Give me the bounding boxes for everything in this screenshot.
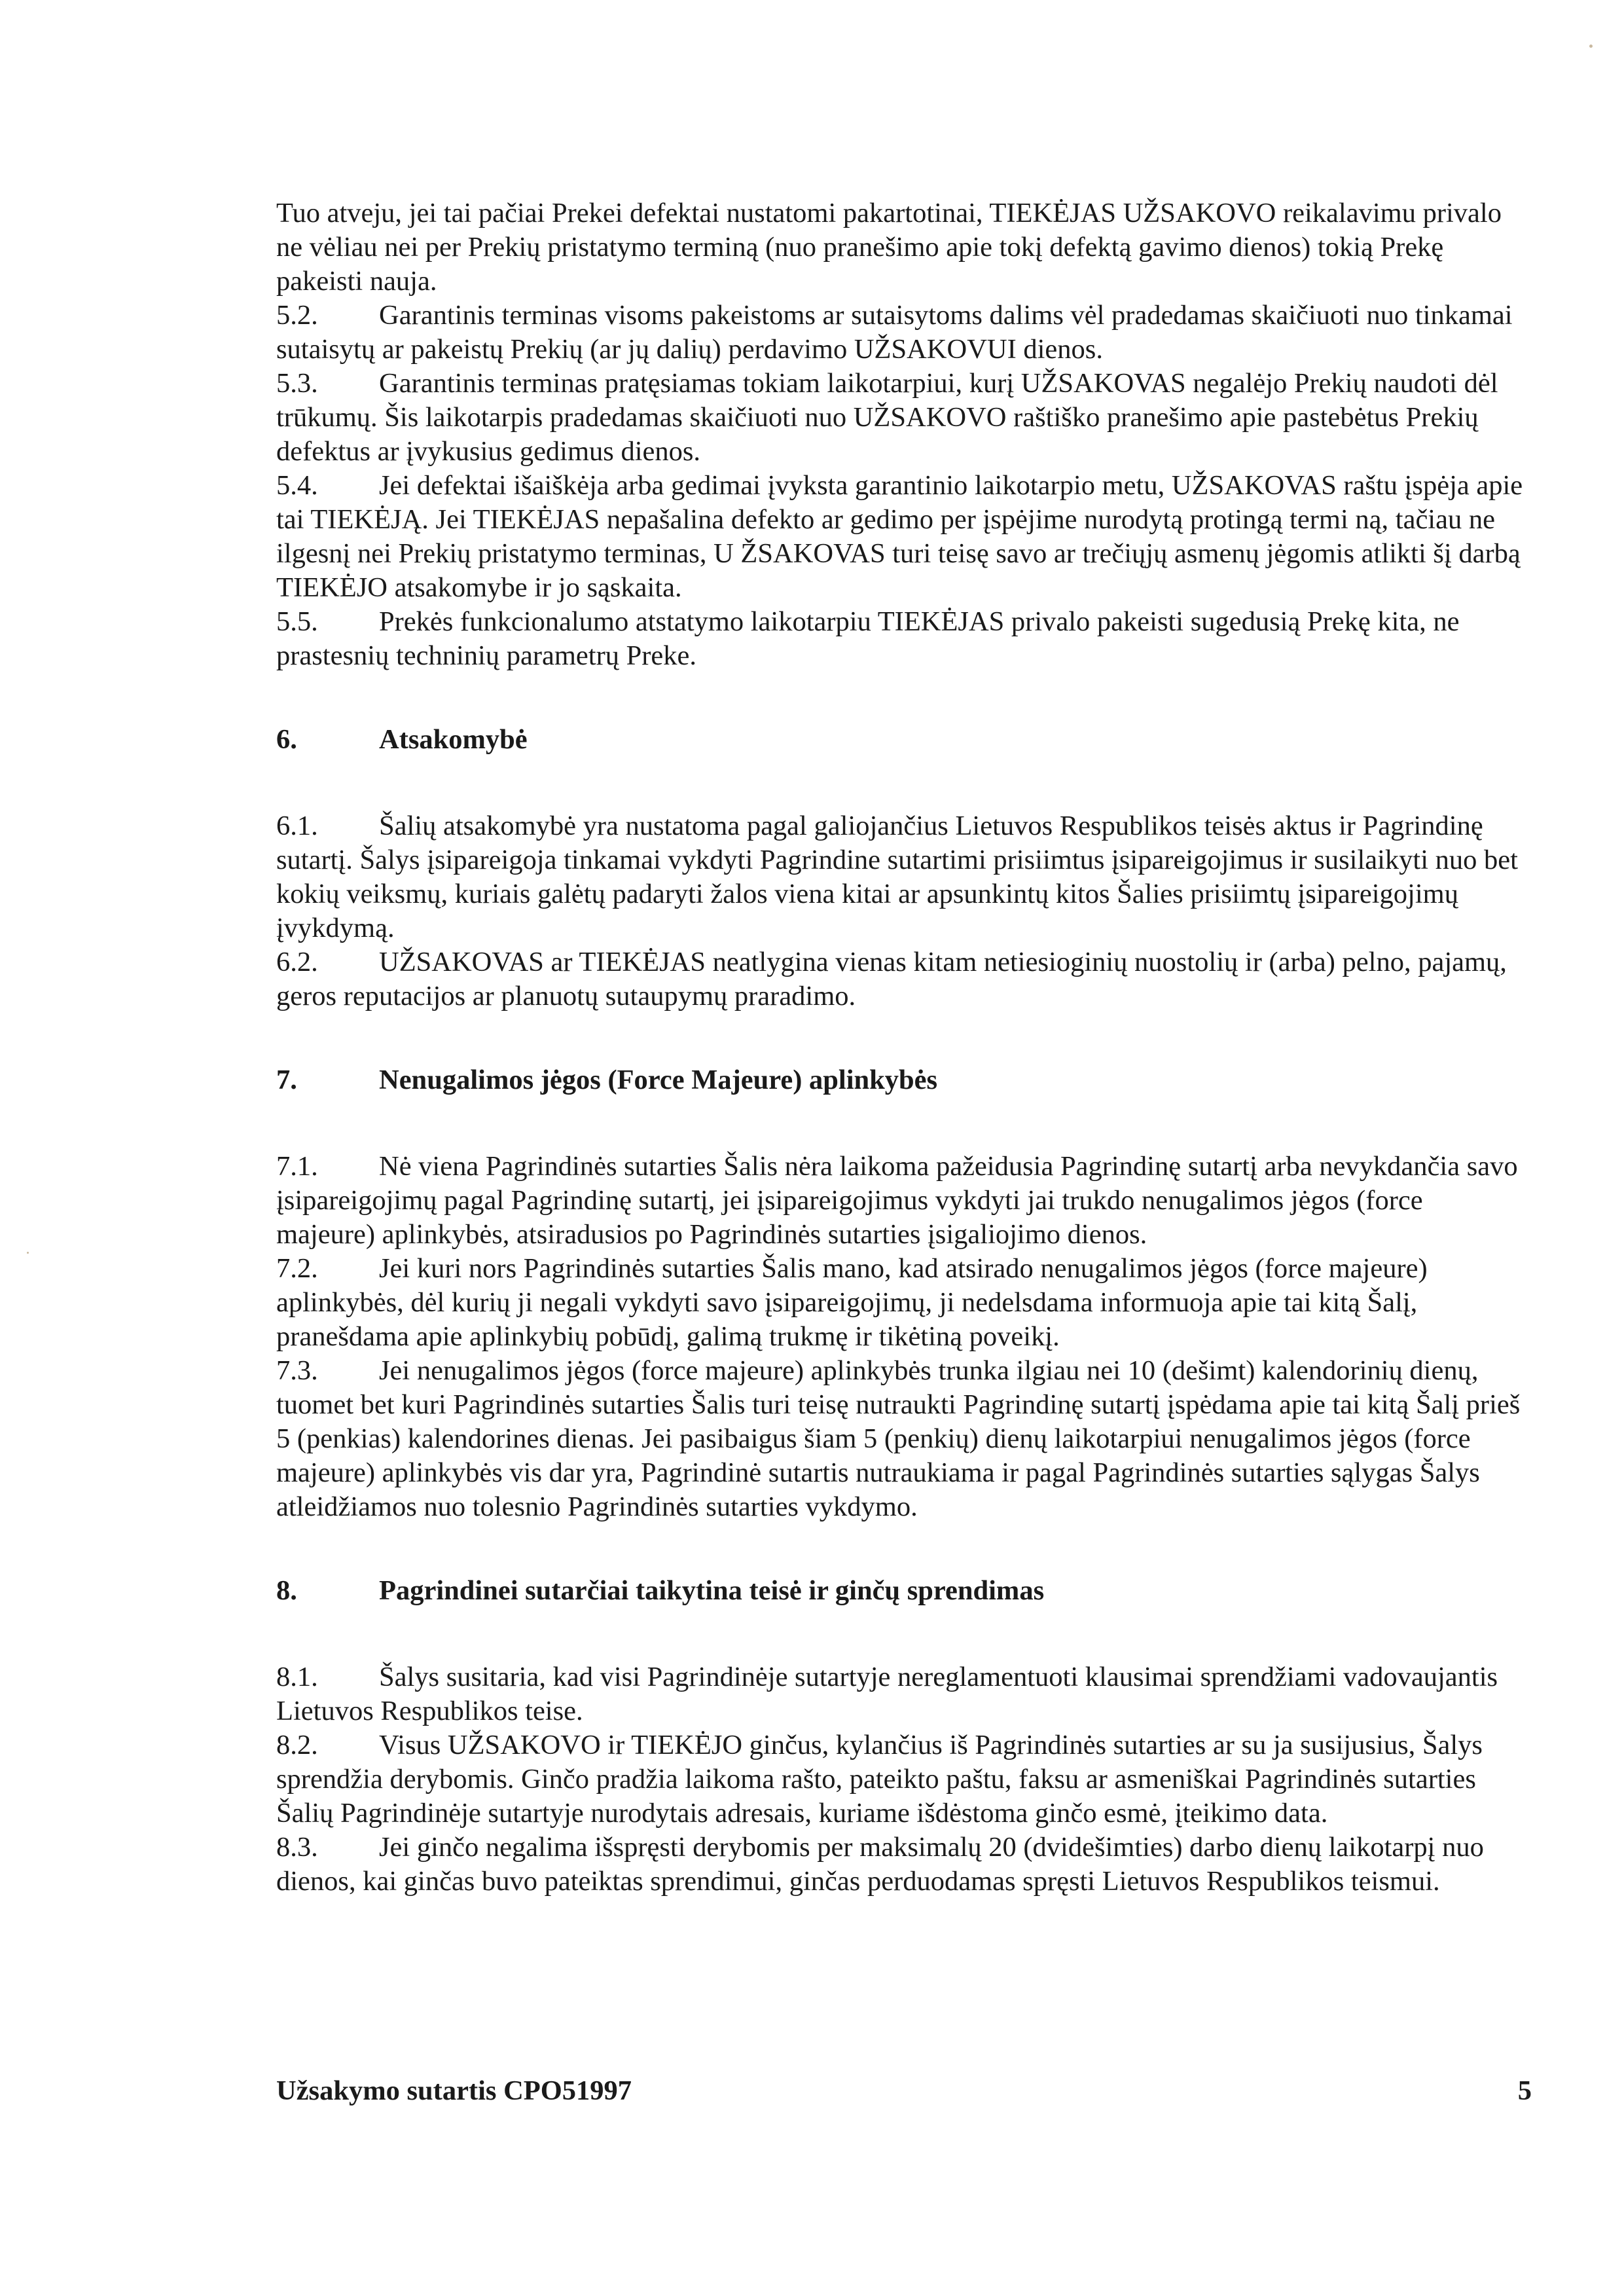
paragraph-7-3 xyxy=(276,1354,1523,1524)
paragraph-7-2 xyxy=(276,1252,1523,1354)
paragraph-text: UŽSAKOVAS ar TIEKĖJAS neatlygina vienas kitam netiesioginių nuostolių ir (arba) pelno, pajamų, geros reputacijos ar planuotų sutaupymų praradimo. xyxy=(276,947,1507,1011)
paragraph-8-2 xyxy=(276,1728,1523,1831)
section-title: Pagrindinei sutarčiai taikytina teisė ir ginčų sprendimas xyxy=(379,1575,1045,1606)
paragraph-number: 7.1. xyxy=(276,1151,318,1182)
paragraph-8-1 xyxy=(276,1660,1523,1728)
paragraph-number: 8.2. xyxy=(276,1730,318,1760)
section-number: 7. xyxy=(276,1065,297,1095)
scan-speck xyxy=(1589,45,1593,48)
section-number: 8. xyxy=(276,1575,297,1606)
paragraph-text: Šalių atsakomybė yra nustatoma pagal galiojančius Lietuvos Respublikos teisės aktus ir Pagrindinę sutartį. Šalys įsipareigoja tinkamai vykdyti Pagrindine sutartimi prisiimtus įsipareigojimus ir susilaikyti nuo bet kokių veiksmų, kuriais galėtų padaryti žalos viena kitai ar apsunkintų kitos Šalies prisiimtų įsipareigojimų įvykdymą. xyxy=(276,811,1518,943)
paragraph-8-3 xyxy=(276,1831,1523,1899)
section-heading-7 xyxy=(276,1063,1523,1097)
section-title: Nenugalimos jėgos (Force Majeure) aplinkybės xyxy=(379,1065,938,1095)
section-heading-6 xyxy=(276,723,1523,757)
paragraph-text: Prekės funkcionalumo atstatymo laikotarpiu TIEKĖJAS privalo pakeisti sugedusią Prekę kita, ne prastesnių techninių parametrų Preke. xyxy=(276,606,1460,671)
page-footer xyxy=(276,2074,1532,2108)
paragraph-number: 8.1. xyxy=(276,1662,318,1692)
paragraph-5-4 xyxy=(276,469,1523,605)
paragraph-text: Šalys susitaria, kad visi Pagrindinėje sutartyje nereglamentuoti klausimai sprendžiami vadovaujantis Lietuvos Respublikos teise. xyxy=(276,1662,1498,1726)
paragraph-number: 6.1. xyxy=(276,811,318,841)
section-number: 6. xyxy=(276,724,297,755)
section-heading-8 xyxy=(276,1574,1523,1608)
paragraph-text: Garantinis terminas visoms pakeistoms ar sutaisytoms dalims vėl pradedamas skaičiuoti nuo tinkamai sutaisytų ar pakeistų Prekių (ar jų dalių) perdavimo UŽSAKOVUI dienos. xyxy=(276,300,1513,365)
paragraph-number: 7.3. xyxy=(276,1355,318,1386)
paragraph-text: Jei kuri nors Pagrindinės sutarties Šalis mano, kad atsirado nenugalimos jėgos (force majeure) aplinkybės, dėl kurių ji negali vykdyti savo įsipareigojimų, ji nedelsdama informuoja apie tai kitą Šalį, pranešdama apie aplinkybių pobūdį, galimą trukmę ir tikėtiną poveikį. xyxy=(276,1253,1428,1352)
paragraph-6-2 xyxy=(276,945,1523,1013)
paragraph-5-5 xyxy=(276,605,1523,673)
paragraph-text: Jei defektai išaiškėja arba gedimai įvyksta garantinio laikotarpio metu, UŽSAKOVAS raštu įspėja apie tai TIEKĖJĄ. Jei TIEKĖJAS nepašalina defekto ar gedimo per įspėjime nurodytą protingą termi ną, tačiau ne ilgesnį nei Prekių pristatymo terminas, U ŽSAKOVAS turi teisę savo ar trečiųjų asmenų jėgomis atlikti šį darbą TIEKĖJO atsakomybe ir jo sąskaita. xyxy=(276,470,1523,603)
paragraph-5-3 xyxy=(276,367,1523,469)
paragraph-6-1 xyxy=(276,809,1523,945)
scan-speck xyxy=(27,1252,29,1254)
paragraph-number: 6.2. xyxy=(276,947,318,977)
paragraph-7-1 xyxy=(276,1150,1523,1252)
footer-title: Užsakymo sutartis CPO51997 xyxy=(276,2075,632,2106)
paragraph-text: Visus UŽSAKOVO ir TIEKĖJO ginčus, kylančius iš Pagrindinės sutarties ar su ja susijusius, Šalys sprendžia derybomis. Ginčo pradžia laikoma rašto, pateikto paštu, faksu ar asmeniškai Pagrindinės sutarties Šalių Pagrindinėje sutartyje nurodytais adresais, kuriame išdėstoma ginčo esmė, įteikimo data. xyxy=(276,1730,1483,1829)
document-body xyxy=(276,196,1523,1899)
paragraph-number: 8.3. xyxy=(276,1832,318,1863)
paragraph-text: Nė viena Pagrindinės sutarties Šalis nėra laikoma pažeidusia Pagrindinę sutartį arba nevykdančia savo įsipareigojimų pagal Pagrindinę sutartį, jei įsipareigojimus vykdyti jai trukdo nenugalimos jėgos (force majeure) aplinkybės, atsiradusios po Pagrindinės sutarties įsigaliojimo dienos. xyxy=(276,1151,1518,1250)
paragraph-number: 5.3. xyxy=(276,368,318,399)
paragraph-5-2 xyxy=(276,299,1523,367)
page-number: 5 xyxy=(1517,2075,1532,2106)
paragraph-number: 5.4. xyxy=(276,470,318,501)
paragraph-text: Jei ginčo negalima išspręsti derybomis per maksimalų 20 (dvidešimties) darbo dienų laikotarpį nuo dienos, kai ginčas buvo pateiktas sprendimui, ginčas perduodamas spręsti Lietuvos Respublikos teismui. xyxy=(276,1832,1484,1897)
paragraph-text: Garantinis terminas pratęsiamas tokiam laikotarpiui, kurį UŽSAKOVAS negalėjo Prekių naudoti dėl trūkumų. Šis laikotarpis pradedamas skaičiuoti nuo UŽSAKOVO raštiško pranešimo apie pastebėtus Prekių defektus ar įvykusius gedimus dienos. xyxy=(276,368,1498,467)
section-title: Atsakomybė xyxy=(379,724,528,755)
paragraph-continuation: Tuo atveju, jei tai pačiai Prekei defektai nustatomi pakartotinai, TIEKĖJAS UŽSAKOVO reikalavimu privalo ne vėliau nei per Prekių pristatymo terminą (nuo pranešimo apie tokį defektą gavimo dienos) tokią Prekę pakeisti nauja. xyxy=(276,198,1502,297)
paragraph-text: Jei nenugalimos jėgos (force majeure) aplinkybės trunka ilgiau nei 10 (dešimt) kalendorinių dienų, tuomet bet kuri Pagrindinės sutarties Šalis turi teisę nutraukti Pagrindinę sutartį įspėdama apie tai kitą Šalį prieš 5 (penkias) kalendorines dienas. Jei pasibaigus šiam 5 (penkių) dienų laikotarpiui nenugalimos jėgos (force majeure) aplinkybės vis dar yra, Pagrindinė sutartis nutraukiama ir pagal Pagrindinės sutarties sąlygas Šalys atleidžiamos nuo tolesnio Pagrindinės sutarties vykdymo. xyxy=(276,1355,1521,1522)
paragraph-number: 7.2. xyxy=(276,1253,318,1284)
paragraph-number: 5.2. xyxy=(276,300,318,331)
paragraph-number: 5.5. xyxy=(276,606,318,637)
